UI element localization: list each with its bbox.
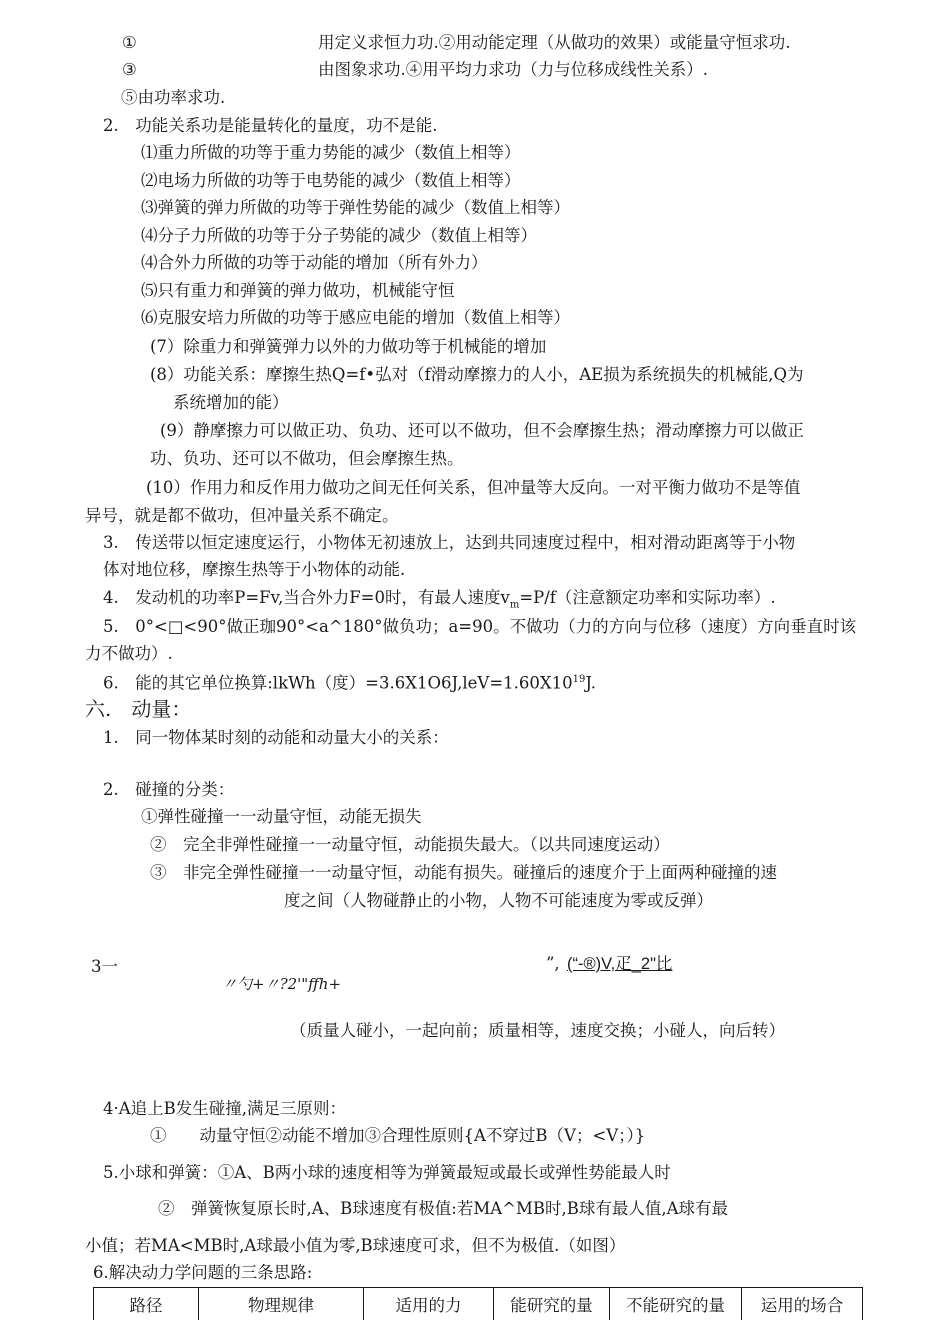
item-2-heading: 2. 功能关系功是能量转化的量度，功不是能. <box>103 116 438 135</box>
momentum-item-5-sub-2: ② 弹簧恢复原长时,A、B球速度有极值:若MA^MB时,B球有最人值,A球有最 <box>158 1199 729 1218</box>
line-method-3-marker: ③ <box>122 60 137 79</box>
table-header-row <box>94 1288 863 1321</box>
table-header-cell: 能研究的量 <box>494 1288 610 1321</box>
table-header-cell: 运用的场合 <box>742 1288 863 1321</box>
momentum-item-4-principles: ① 动量守恒②动能不增加③合理性原则{A不穿过B（V；<V；）} <box>150 1126 646 1145</box>
item-2-sub-10: (10）作用力和反作用力做功之间无任何关系，但冲量等大反向。一对平衡力做功不是等值 <box>146 478 801 497</box>
line-method-3-text: 由图象求功.④用平均力求功（力与位移成线性关系）. <box>318 60 708 79</box>
item-2-sub-4b: ⑷合外力所做的功等于动能的增加（所有外力） <box>141 253 488 272</box>
item-2-sub-6: ⑹克服安培力所做的功等于感应电能的增加（数值上相等） <box>141 308 570 327</box>
momentum-item-3-marker: 3一 <box>91 957 118 976</box>
item-2-sub-2: ⑵电场力所做的功等于电势能的减少（数值上相等） <box>141 171 521 190</box>
table-header-cell: 路径 <box>94 1288 199 1321</box>
item-5: 5. 0°<□<90°做正珈90°<a^180°做负功；a=90。不做功（力的方向与位移（速度）方向垂直时该 <box>103 617 857 636</box>
collision-type-3: ③ 非完全弹性碰撞一一动量守恒，动能有损失。碰撞后的速度介于上面两种碰撞的速 <box>150 863 777 882</box>
momentum-item-4: 4·A追上B发生碰撞,满足三原则： <box>103 1099 347 1118</box>
item-2-sub-1: ⑴重力所做的功等于重力势能的减少（数值上相等） <box>141 143 521 162</box>
table-header-cell: 不能研究的量 <box>610 1288 742 1321</box>
collision-type-3-cont: 度之间（人物碰静止的小物，人物不可能速度为零或反弹） <box>284 891 713 910</box>
collision-type-1: ①弹性碰撞一一动量守恒，动能无损失 <box>141 807 422 826</box>
table-header-cell: 物理规律 <box>199 1288 364 1321</box>
item-4: 4. 发动机的功率P=Fv,当合外力F=0时，有最人速度$v_m=P/f$（注意额定功率和实际功率）. <box>103 588 776 611</box>
table-header-cell: 适用的力 <box>364 1288 494 1321</box>
item-2-sub-10-cont: 异号，就是都不做功，但冲量关系不确定。 <box>85 506 399 525</box>
item-5-cont: 力不做功）. <box>85 644 173 663</box>
dynamics-approaches-table <box>93 1287 863 1320</box>
line-method-1-text: 用定义求恒力功.②用动能定理（从做功的效果）或能量守恒求功. <box>318 33 791 52</box>
momentum-item-5: 5.小球和弹簧：①A、B两小球的速度相等为弹簧最短或最长或弹性势能最人时 <box>103 1163 671 1182</box>
item-2-sub-8-cont: 系统增加的能） <box>173 393 289 412</box>
item-2-sub-3: ⑶弹簧的弹力所做的功等于弹性势能的减少（数值上相等） <box>141 198 570 217</box>
line-method-1-marker: ① <box>122 33 137 52</box>
item-2-sub-7: (7）除重力和弹簧弹力以外的力做功等于机械能的增加 <box>150 337 547 356</box>
item-6: 6. 能的其它单位换算:lkWh（度）$=3.6X1O6J,leV=1.60X10^{19}J$. <box>103 673 596 693</box>
collision-type-2: ② 完全非弹性碰撞一一动量守恒，动能损失最大。（以共同速度运动） <box>150 835 670 854</box>
item-2-sub-4a: ⑷分子力所做的功等于分子势能的减少（数值上相等） <box>141 226 537 245</box>
momentum-item-6: 6.解决动力学问题的三条思路: <box>93 1263 313 1282</box>
formula-fragment-a: ”, <box>546 954 560 973</box>
formula-fragment-b: (“-®)V,疋_2"比 <box>567 955 673 973</box>
item-3: 3. 传送带以恒定速度运行，小物体无初速放上，达到共同速度过程中，相对滑动距离等于小物 <box>103 533 796 552</box>
momentum-item-2: 2. 碰撞的分类： <box>103 780 235 799</box>
collision-result-note: （质量人碰小，一起向前；质量相等，速度交换；小碰人，向后转） <box>290 1021 785 1040</box>
momentum-item-1: 1. 同一物体某时刻的动能和动量大小的关系： <box>103 728 449 747</box>
item-2-sub-5: ⑸只有重力和弹簧的弹力做功，机械能守恒 <box>141 281 455 300</box>
item-2-sub-9: (9）静摩擦力可以做正功、负功、还可以不做功，但不会摩擦生热；滑动摩擦力可以做正 <box>160 421 804 440</box>
item-2-sub-9-cont: 功、负功、还可以不做功，但会摩擦生热。 <box>150 449 464 468</box>
item-2-sub-8: (8）功能关系：摩擦生热Q=f•弘对（f滑动摩擦力的人小，AE损为系统损失的机械能,Q为 <box>150 365 804 384</box>
section-6-heading: 六. 动量： <box>85 697 192 721</box>
line-method-5: ⑤由功率求功. <box>121 88 226 107</box>
item-3-cont: 体对地位移，摩擦生热等于小物体的动能. <box>103 560 406 579</box>
formula-fragment-c: 〃勺+〃?2'"ffh+ <box>222 975 342 993</box>
momentum-item-5-cont: 小值；若MA<MB时,A球最小值为零,B球速度可求，但不为极值.（如图） <box>85 1236 626 1255</box>
